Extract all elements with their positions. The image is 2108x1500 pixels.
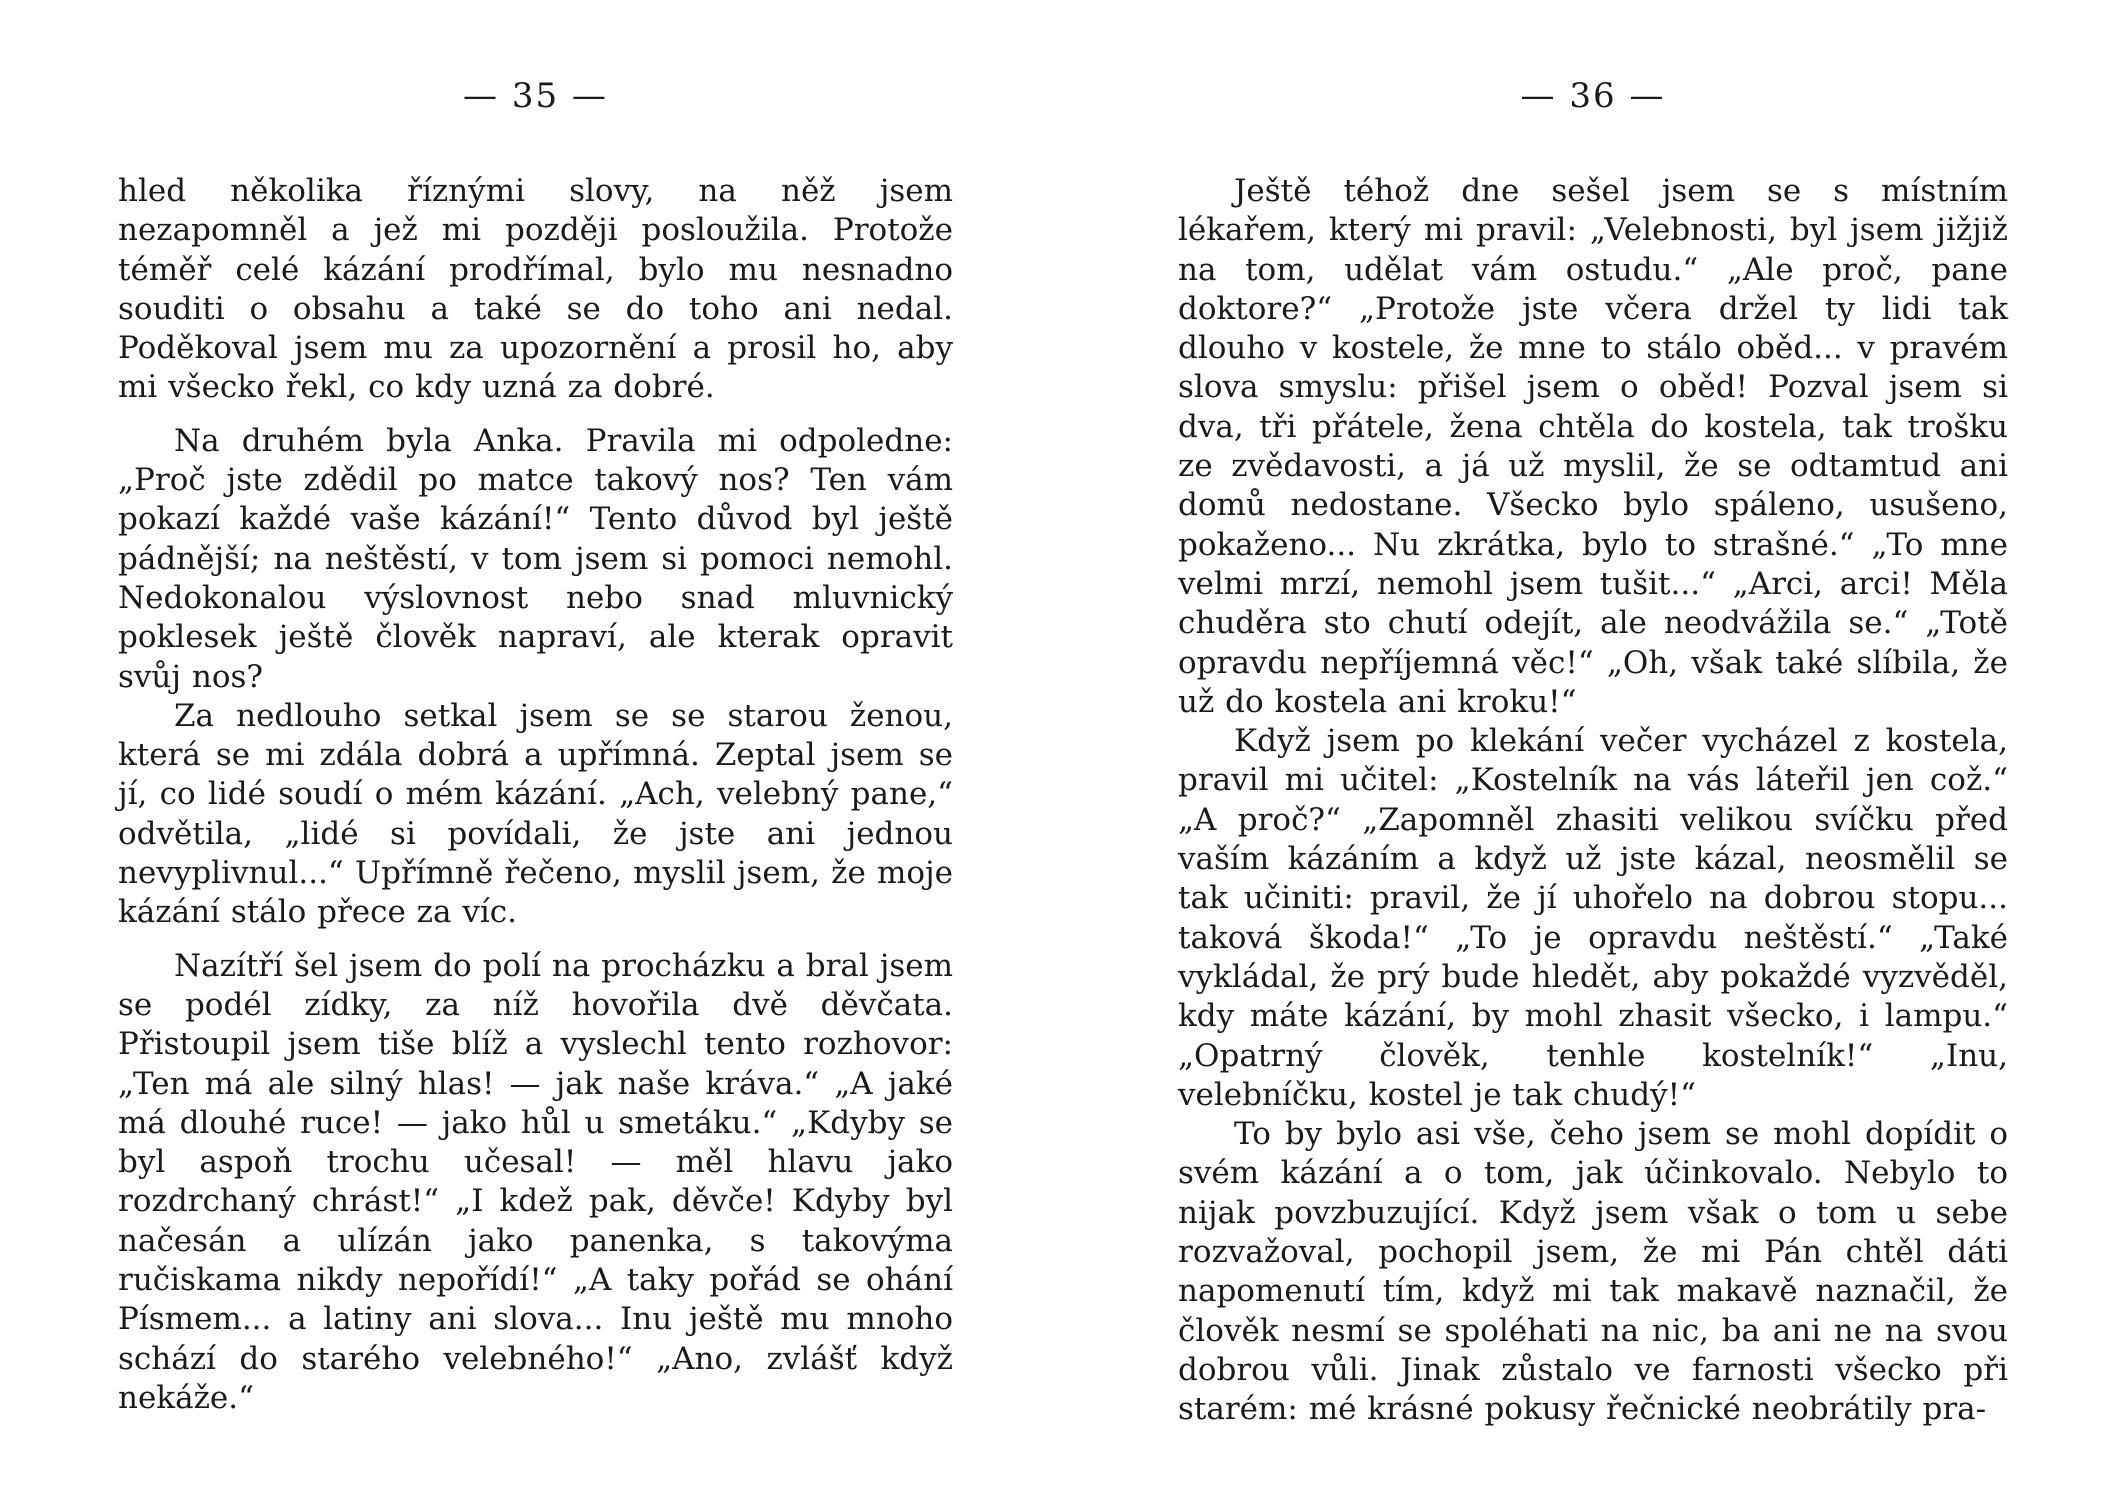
paragraph-left-4: Nazítří šel jsem do polí na procházku a bral jsem se podél zídky, za níž hovořila dvě děvčata. Přistoupil jsem tiše blíž a vyslechl tento rozhovor: „Ten má ale silný hlas! — jak naše kráva.“ „A jaké má dlouhé ruce! — jako hůl u smetáku.“ „Kdyby se byl aspoň trochu učesal! — měl hlavu jako rozdrchaný chrást!“ „I kdež pak, děvče! Kdyby byl načesán a ulízán jako panenka, s takovýma ručiskama nikdy nepořídí!“ „A taky pořád se ohání Písmem... a latiny ani slova... Inu ještě mu mnoho schází do starého velebného!“ „Ano, zvlášť když nekáže.“ bbox=[118, 947, 953, 1416]
paragraph-left-3: Za nedlouho setkal jsem se se starou ženou, která se mi zdála dobrá a upřímná. Zeptal jsem se jí, co lidé soudí o mém kázání. „Ach, velebný pane,“ odvětila, „lidé si povídali, že jste ani jednou nevyplivnul...“ Upřímně řečeno, myslil jsem, že moje kázání stálo přece za víc. bbox=[118, 697, 953, 931]
paragraph-left-2: Na druhém byla Anka. Pravila mi odpoledne: „Proč jste zdědil po matce takový nos? Ten vám pokazí každé vaše kázání!“ Tento důvod byl ještě pádnější; na neštěstí, v tom jsem si pomoci nemohl. Nedokonalou výslovnost nebo snad mluvnický poklesek ještě člověk napraví, ale kterak opravit svůj nos? bbox=[118, 422, 953, 695]
paragraph-right-2: Když jsem po klekání večer vycházel z kostela, pravil mi učitel: „Kostelník na vás láteřil jen což.“ „A proč?“ „Zapomněl zhasiti velikou svíčku před vaším kázáním a když už jste kázal, neosmělil se tak učiniti: pravil, že jí uhořelo na dobrou stopu... taková škoda!“ „To je opravdu neštěstí.“ „Také vykládal, že prý bude hledět, aby pokaždé vyzvěděl, kdy máte kázání, by mohl zhasit všecko, i lampu.“ „Opatrný člověk, tenhle kostelník!“ „Inu, velebníčku, kostel je tak chudý!“ bbox=[1178, 723, 2008, 1113]
page-number-left: — 35 — bbox=[463, 76, 608, 116]
left-page-text bbox=[118, 172, 953, 1418]
paragraph-right-3: To by bylo asi vše, čeho jsem se mohl dopídit o svém kázání a o tom, jak účinkovalo. Nebylo to nijak povzbuzující. Když jsem však o tom u sebe rozvažoval, pochopil jsem, že mi Pán chtěl dáti napomenutí tím, když mi tak makavě naznačil, že člověk nesmí se spoléhati na nic, ba ani ne na svou dobrou vůli. Jinak zůstalo ve farnosti všecko při starém: mé krásné pokusy řečnické neobrátily pra- bbox=[1178, 1116, 2008, 1428]
paragraph-left-1: hled několika říznými slovy, na něž jsem nezapomněl a jež mi později posloužila. Protože téměř celé kázání prodřímal, bylo mu nesnadno souditi o obsahu a také se do toho ani nedal. Poděkoval jsem mu za upozornění a prosil ho, aby mi všecko řekl, co kdy uzná za dobré. bbox=[118, 173, 953, 406]
page-number-right: — 36 — bbox=[1520, 76, 1666, 116]
left-page bbox=[118, 0, 953, 1500]
right-page bbox=[1178, 0, 2008, 1500]
right-page-text bbox=[1178, 172, 2008, 1430]
paragraph-right-1: Ještě téhož dne sešel jsem se s místním lékařem, který mi pravil: „Velebnosti, byl jsem jižjiž na tom, udělat vám ostudu.“ „Ale proč, pane doktore?“ „Protože jste včera držel ty lidi tak dlouho v kostele, že mne to stálo oběd... v pravém slova smyslu: přišel jsem o oběd! Pozval jsem si dva, tři přátele, žena chtěla do kostela, tak trošku ze zvědavosti, a já už myslil, že se odtamtud ani domů nedostane. Všecko bylo spáleno, usušeno, pokaženo... Nu zkrátka, bylo to strašné.“ „To mne velmi mrzí, nemohl jsem tušit...“ „Arci, arci! Měla chuděra sto chutí odejít, ale neodvážila se.“ „Totě opravdu nepříjemná věc!“ „Oh, však také slíbila, že už do kostela ani kroku!“ bbox=[1178, 173, 2008, 720]
